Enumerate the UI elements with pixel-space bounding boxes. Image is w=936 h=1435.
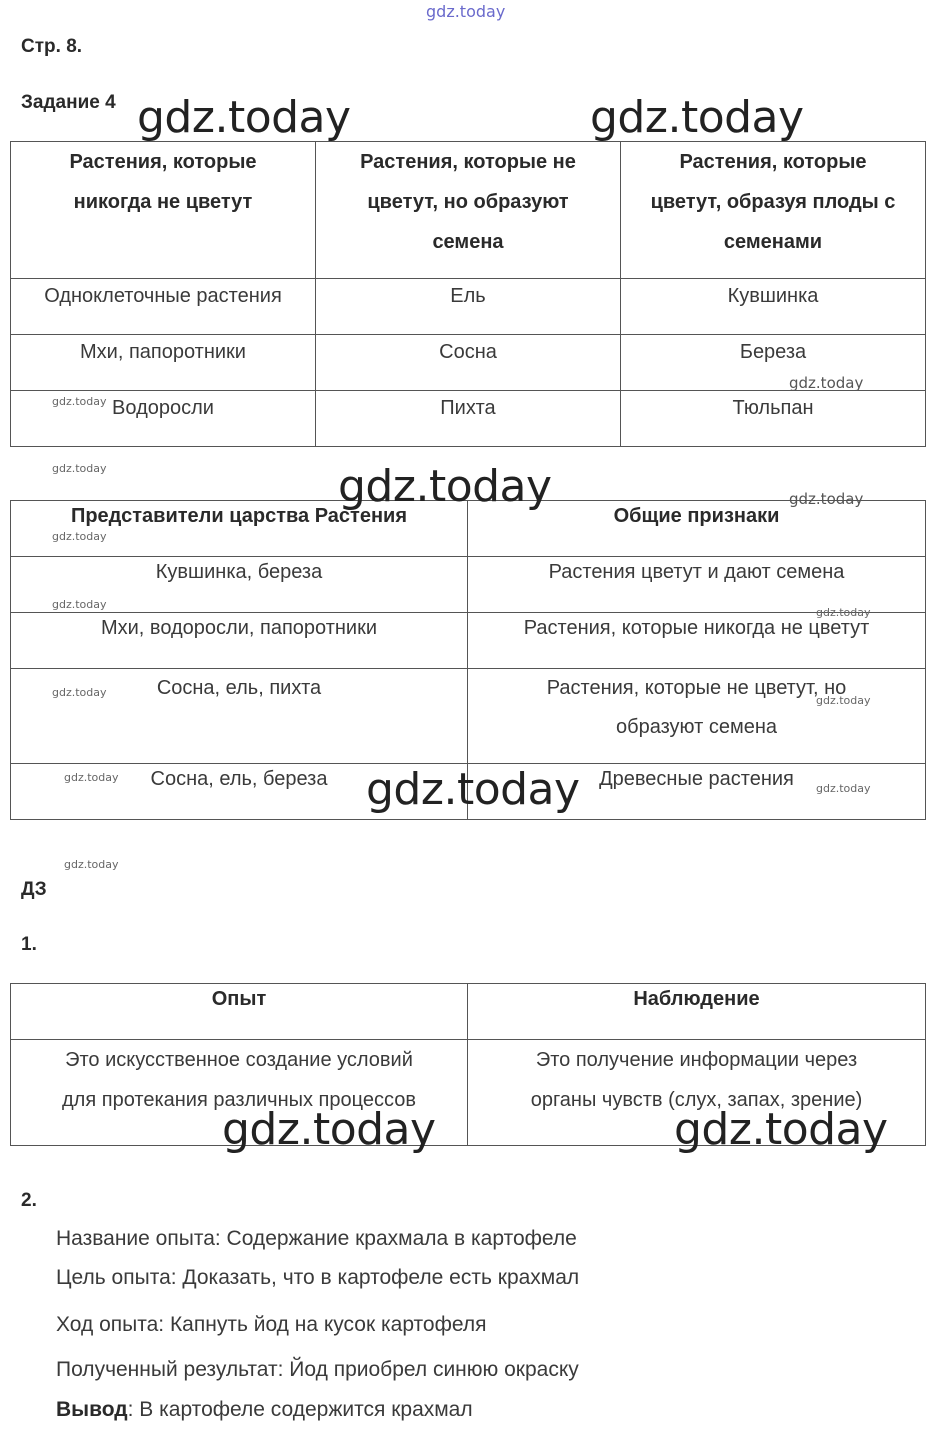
watermark: gdz.today bbox=[64, 771, 119, 784]
watermark: gdz.today bbox=[816, 694, 871, 707]
table-header-observation: Наблюдение bbox=[468, 984, 926, 1040]
table-cell: Кувшинка bbox=[621, 279, 926, 335]
experiment-goal: Цель опыта: Доказать, что в картофеле есть крахмал bbox=[56, 1266, 580, 1289]
question-1-label: 1. bbox=[21, 934, 37, 955]
watermark: gdz.today bbox=[222, 1104, 436, 1155]
question-2-label: 2. bbox=[21, 1190, 37, 1211]
table-cell: Растения, которые не цветут, но образуют семена bbox=[468, 669, 926, 764]
experiment-name: Название опыта: Содержание крахмала в картофеле bbox=[56, 1227, 577, 1250]
table-cell: Тюльпан bbox=[621, 391, 926, 447]
plants-table-header: Растения, которые не цветут, но образуют семена bbox=[316, 142, 621, 279]
table-cell: Ель bbox=[316, 279, 621, 335]
table-cell: Водоросли bbox=[11, 391, 316, 447]
homework-label: ДЗ bbox=[21, 879, 47, 900]
watermark: gdz.today bbox=[674, 1104, 888, 1155]
watermark: gdz.today bbox=[366, 764, 580, 815]
conclusion-text: : В картофеле содержится крахмал bbox=[127, 1398, 473, 1421]
table-row bbox=[11, 557, 926, 613]
kingdom-table-header: Представители царства Растения bbox=[11, 501, 468, 557]
table-cell: Сосна, ель, береза bbox=[11, 764, 468, 820]
plants-table bbox=[10, 141, 926, 447]
watermark: gdz.today bbox=[52, 530, 107, 543]
task-label: Задание 4 bbox=[21, 92, 116, 113]
watermark: gdz.today bbox=[816, 606, 871, 619]
experiment-conclusion bbox=[56, 1398, 473, 1422]
table-cell: Это получение информации через органы чувств (слух, запах, зрение) bbox=[468, 1040, 926, 1146]
watermark: gdz.today bbox=[789, 490, 864, 508]
watermark: gdz.today bbox=[137, 92, 351, 143]
table-cell: Сосна bbox=[316, 335, 621, 391]
experiment-result: Полученный результат: Йод приобрел синюю окраску bbox=[56, 1358, 579, 1381]
conclusion-label: Вывод bbox=[56, 1398, 128, 1421]
page-label: Стр. 8. bbox=[21, 36, 83, 57]
watermark: gdz.today bbox=[52, 395, 107, 408]
watermark: gdz.today bbox=[52, 686, 107, 699]
watermark-top: gdz.today bbox=[426, 2, 506, 21]
table-row bbox=[11, 391, 926, 447]
table-row bbox=[11, 613, 926, 669]
watermark: gdz.today bbox=[816, 782, 871, 795]
plants-table-header: Растения, которые никогда не цветут bbox=[11, 142, 316, 279]
watermark: gdz.today bbox=[338, 461, 552, 512]
table-row bbox=[11, 669, 926, 764]
table-cell: Растения цветут и дают семена bbox=[468, 557, 926, 613]
table-header-experiment: Опыт bbox=[11, 984, 468, 1040]
table-cell: Одноклеточные растения bbox=[11, 279, 316, 335]
table-cell: Это искусственное создание условий для протекания различных процессов bbox=[11, 1040, 468, 1146]
table-cell: Растения, которые никогда не цветут bbox=[468, 613, 926, 669]
experiment-procedure: Ход опыта: Капнуть йод на кусок картофеля bbox=[56, 1313, 487, 1336]
table-row bbox=[11, 279, 926, 335]
table-cell: Древесные растения bbox=[468, 764, 926, 820]
table-cell: Мхи, водоросли, папоротники bbox=[11, 613, 468, 669]
kingdom-table-header: Общие признаки bbox=[468, 501, 926, 557]
watermark: gdz.today bbox=[590, 92, 804, 143]
plants-table-header: Растения, которые цветут, образуя плоды с семенами bbox=[621, 142, 926, 279]
table-cell: Мхи, папоротники bbox=[11, 335, 316, 391]
table-cell: Сосна, ель, пихта bbox=[11, 669, 468, 764]
watermark: gdz.today bbox=[52, 598, 107, 611]
watermark: gdz.today bbox=[52, 462, 107, 475]
table-cell: Береза bbox=[621, 335, 926, 391]
table-cell: Кувшинка, береза bbox=[11, 557, 468, 613]
watermark: gdz.today bbox=[789, 374, 864, 392]
watermark: gdz.today bbox=[64, 858, 119, 871]
table-cell: Пихта bbox=[316, 391, 621, 447]
